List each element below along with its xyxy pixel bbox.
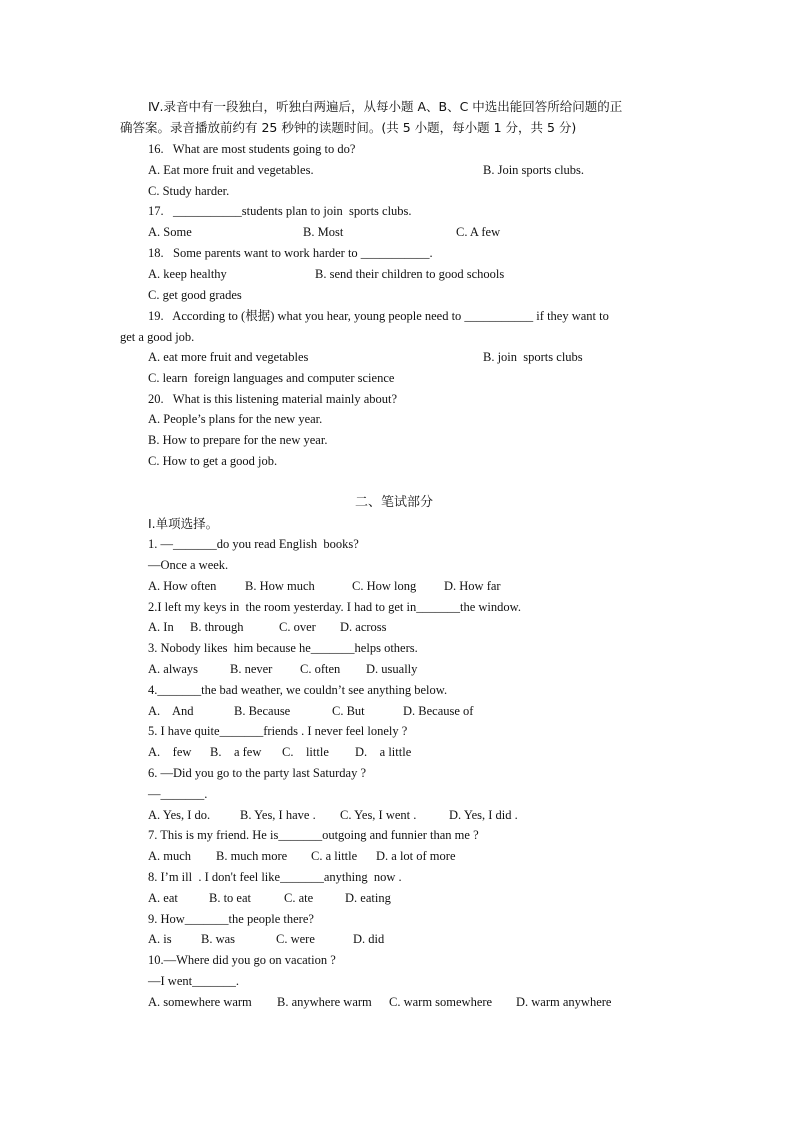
q2-option-a: A. In [148, 620, 174, 634]
q19-option-a: A. eat more fruit and vegetables [148, 350, 309, 364]
q16-option-a: A. Eat more fruit and vegetables. [148, 163, 314, 177]
q6-option-d: D. Yes, I did . [449, 808, 518, 822]
written-section-title: 二、笔试部分 [355, 495, 434, 510]
q10-answer-line: —I went_______. [148, 974, 239, 988]
listening-instruction-line2: 确答案。录音播放前约有 25 秒钟的读题时间。(共 5 小题，每小题 1 分，共 5 分) [120, 120, 577, 135]
q20-option-c: C. How to get a good job. [148, 454, 278, 468]
q1-answer-line: —Once a week. [148, 558, 229, 572]
q9-option-c: C. were [276, 932, 315, 946]
q3-option-b: B. never [230, 662, 273, 676]
q8-option-c: C. ate [284, 891, 314, 905]
q4-option-d: D. Because of [403, 704, 474, 718]
q19-stem-line1: 19. According to (根据) what you hear, young people need to ___________ if they want to [148, 309, 609, 323]
q8-stem: 8. I’m ill . I don't feel like_______anything now . [148, 870, 402, 884]
q1-option-d: D. How far [444, 579, 501, 593]
q7-stem: 7. This is my friend. He is_______outgoing and funnier than me ? [148, 828, 479, 842]
q19-option-c: C. learn foreign languages and computer science [148, 371, 395, 385]
q8-option-b: B. to eat [209, 891, 252, 905]
q5-option-c: C. little [282, 745, 329, 759]
q8-option-a: A. eat [148, 891, 178, 905]
q10-option-d: D. warm anywhere [516, 995, 612, 1009]
q1-option-a: A. How often [148, 579, 217, 593]
q20-option-a: A. People’s plans for the new year. [148, 412, 323, 426]
q18-option-a: A. keep healthy [148, 267, 227, 281]
q5-option-a: A. few [148, 745, 192, 759]
q4-option-c: C. But [332, 704, 365, 718]
q5-stem: 5. I have quite_______friends . I never feel lonely ? [148, 724, 408, 738]
q17-option-a: A. Some [148, 225, 192, 239]
q10-option-b: B. anywhere warm [277, 995, 372, 1009]
q4-stem: 4._______the bad weather, we couldn’t see anything below. [148, 683, 448, 697]
q16-stem: 16. What are most students going to do? [148, 142, 356, 156]
q1-stem: 1. —_______do you read English books? [148, 537, 359, 551]
q1-option-c: C. How long [352, 579, 417, 593]
q7-option-c: C. a little [311, 849, 358, 863]
q2-option-d: D. across [340, 620, 387, 634]
q9-option-d: D. did [353, 932, 385, 946]
q18-option-c: C. get good grades [148, 288, 242, 302]
q19-stem-line2: get a good job. [120, 330, 195, 344]
q16-option-b: B. Join sports clubs. [483, 163, 585, 177]
q16-option-c: C. Study harder. [148, 184, 230, 198]
q18-stem: 18. Some parents want to work harder to ___________. [148, 246, 433, 260]
q7-option-a: A. much [148, 849, 192, 863]
q9-stem: 9. How_______the people there? [148, 912, 314, 926]
q6-answer-line: —_______. [148, 787, 208, 801]
q10-option-c: C. warm somewhere [389, 995, 493, 1009]
q6-stem: 6. —Did you go to the party last Saturday ? [148, 766, 367, 780]
q19-option-b: B. join sports clubs [483, 350, 583, 364]
q17-option-c: C. A few [456, 225, 501, 239]
q5-option-b: B. a few [210, 745, 262, 759]
q9-option-a: A. is [148, 932, 172, 946]
q3-option-a: A. always [148, 662, 198, 676]
q17-stem: 17. ___________students plan to join sports clubs. [148, 204, 412, 218]
q17-option-b: B. Most [303, 225, 344, 239]
q3-stem: 3. Nobody likes him because he_______helps others. [148, 641, 418, 655]
q3-option-c: C. often [300, 662, 341, 676]
q4-option-a: A. And [148, 704, 194, 718]
q3-option-d: D. usually [366, 662, 418, 676]
q6-option-c: C. Yes, I went . [340, 808, 417, 822]
q9-option-b: B. was [201, 932, 236, 946]
q20-stem: 20. What is this listening material mainly about? [148, 392, 398, 406]
q7-option-d: D. a lot of more [376, 849, 456, 863]
q5-option-d: D. a little [355, 745, 412, 759]
q2-stem: 2.I left my keys in the room yesterday. I had to get in_______the window. [148, 600, 521, 614]
q2-option-b: B. through [190, 620, 244, 634]
multiple-choice-title: I.单项选择。 [148, 516, 219, 531]
q20-option-b: B. How to prepare for the new year. [148, 433, 328, 447]
q18-option-b: B. send their children to good schools [315, 267, 505, 281]
q8-option-d: D. eating [345, 891, 391, 905]
q6-option-a: A. Yes, I do. [148, 808, 211, 822]
q10-stem: 10.—Where did you go on vacation ? [148, 953, 336, 967]
q4-option-b: B. Because [234, 704, 291, 718]
q7-option-b: B. much more [216, 849, 288, 863]
listening-instruction-line1: Ⅳ.录音中有一段独白，听独白两遍后，从每小题 A、B、C 中选出能回答所给问题的正 [148, 99, 623, 114]
q1-option-b: B. How much [245, 579, 315, 593]
q10-option-a: A. somewhere warm [148, 995, 252, 1009]
q6-option-b: B. Yes, I have . [240, 808, 316, 822]
q2-option-c: C. over [279, 620, 316, 634]
